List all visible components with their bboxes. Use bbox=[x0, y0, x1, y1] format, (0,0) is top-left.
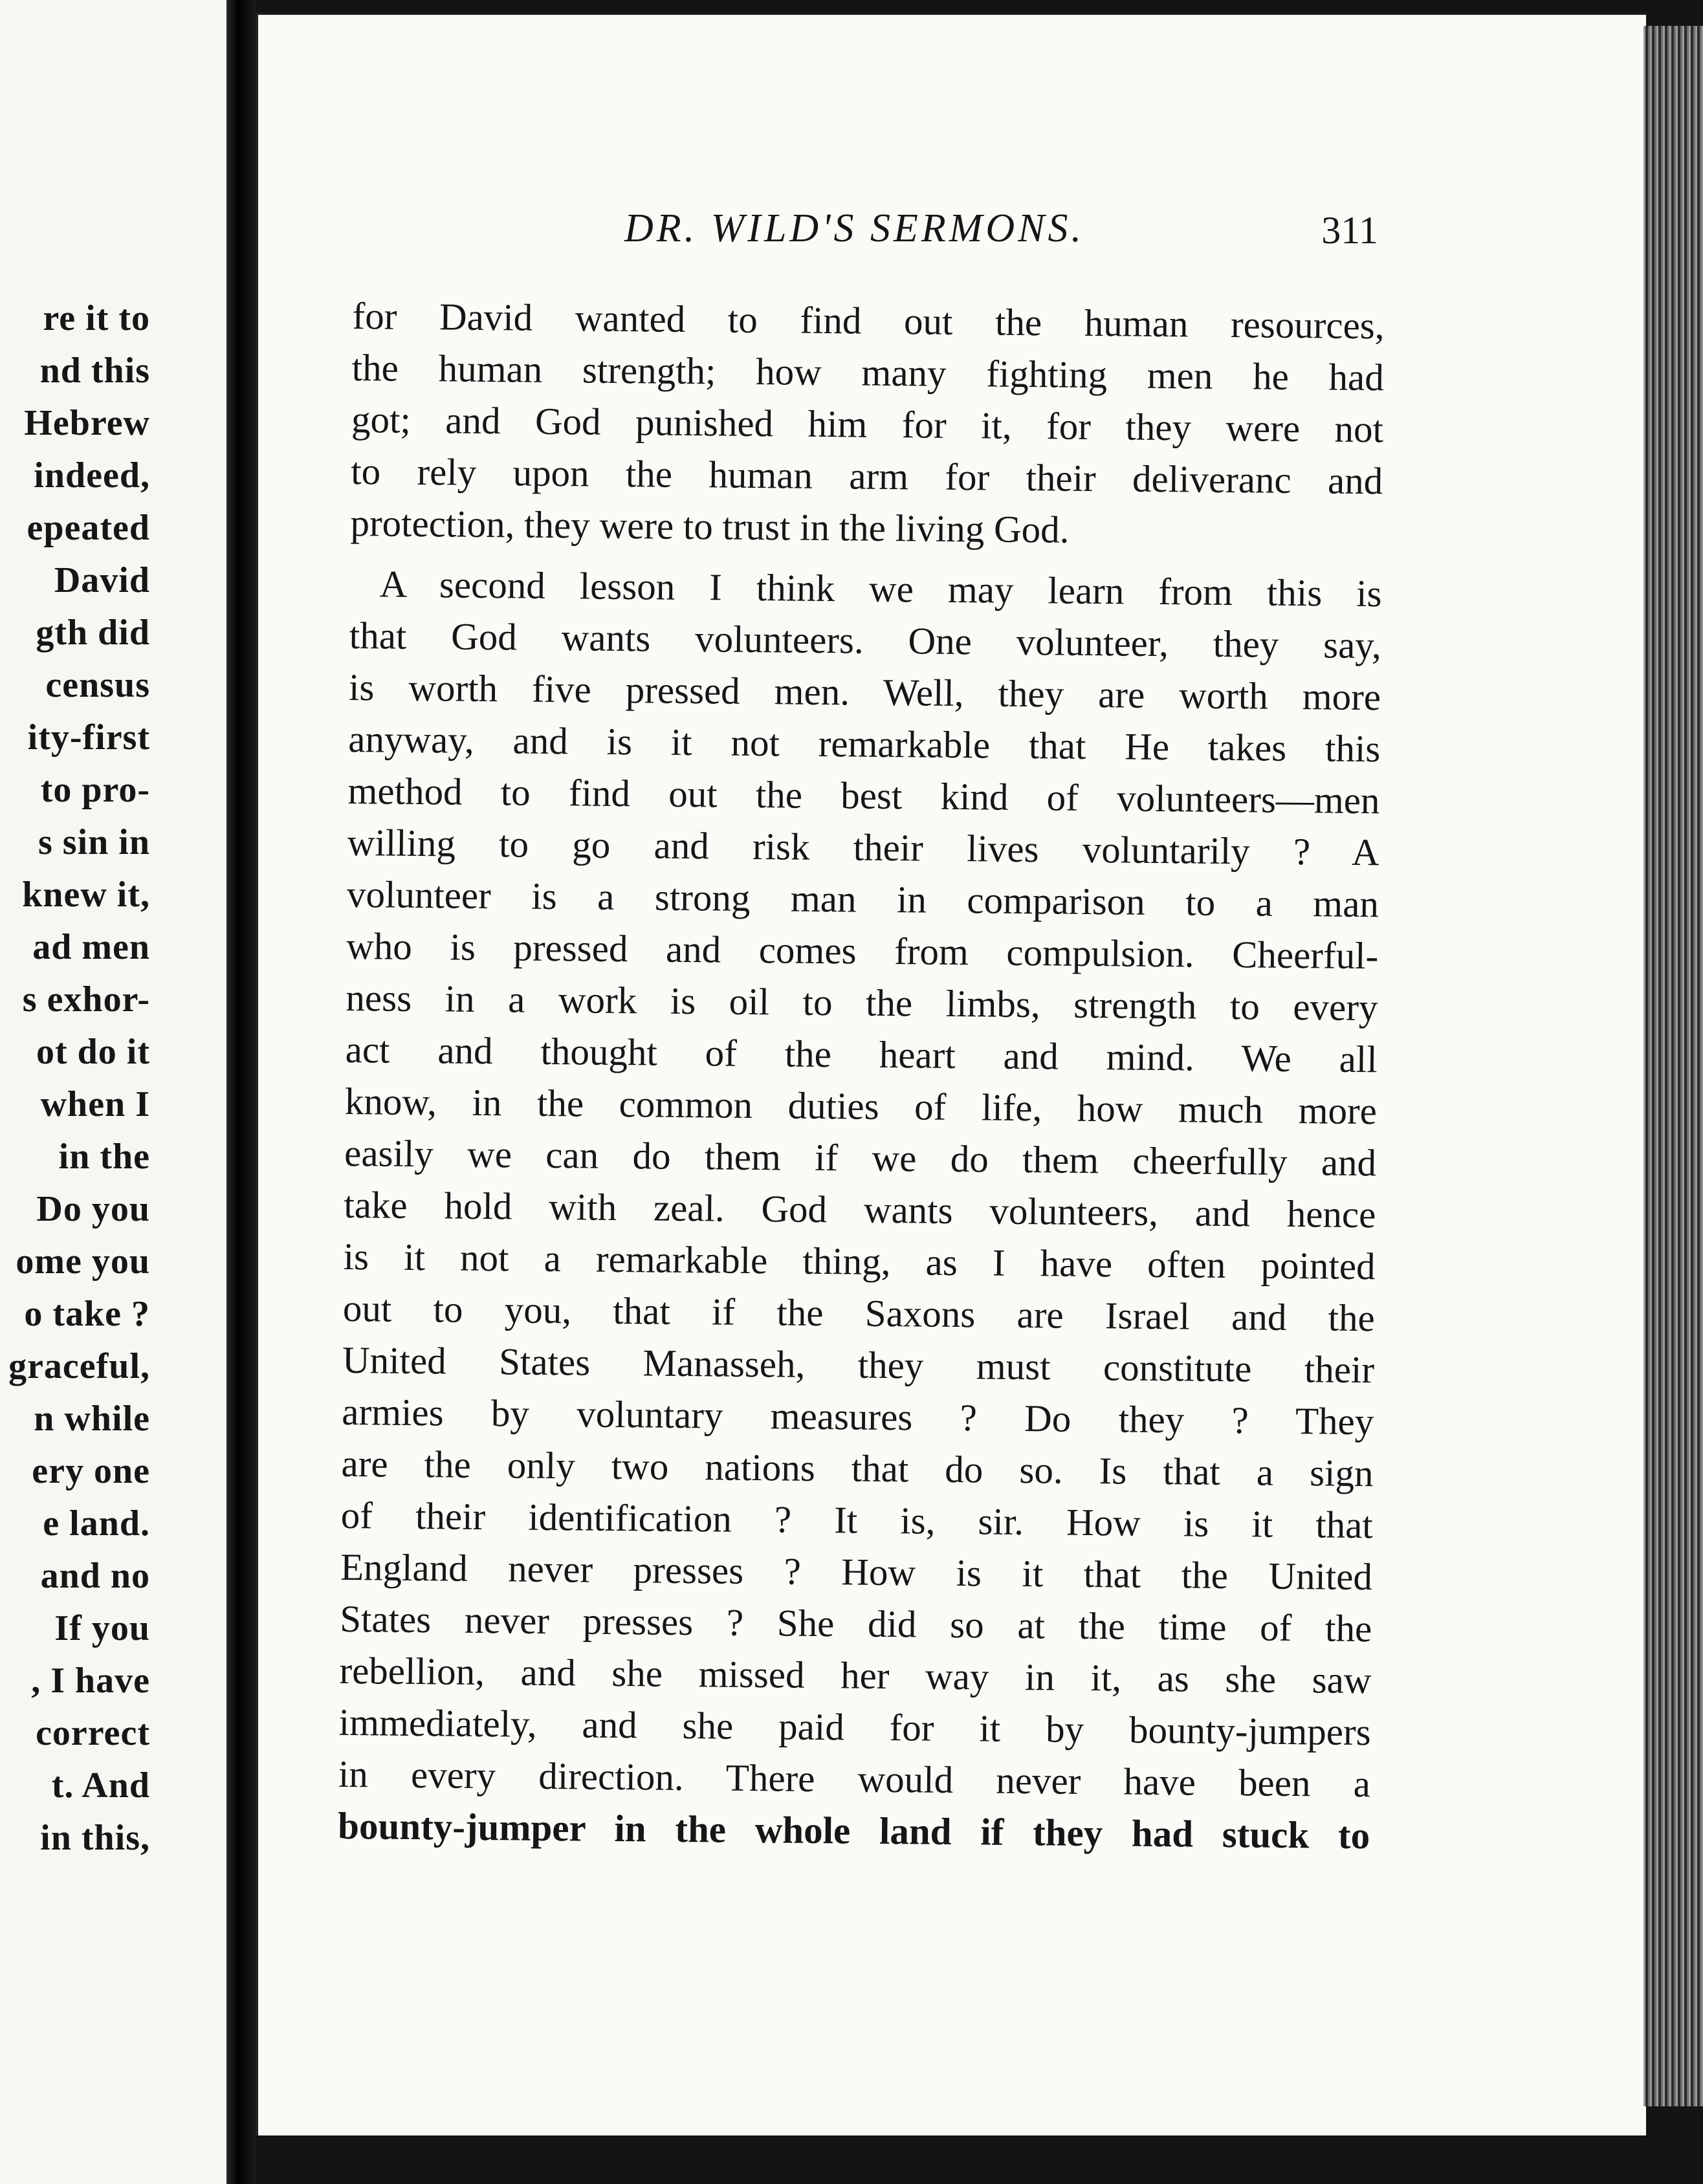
text-line: protection, they were to trust in the living God. bbox=[350, 501, 1070, 551]
text-fragment: ad men bbox=[32, 927, 150, 967]
text-fragment: epeated bbox=[27, 508, 150, 548]
running-head bbox=[372, 206, 1378, 264]
text-line: is worth five pressed men. Well, they are worth more bbox=[348, 665, 1381, 719]
text-line: is it not a remarkable thing, as I have often pointed bbox=[343, 1234, 1376, 1288]
text-line: bounty-jumper in the whole land if they had stuck to bbox=[337, 1804, 1370, 1857]
text-line: for David wanted to find out the human resources, bbox=[352, 294, 1385, 347]
text-fragment: , I have bbox=[31, 1661, 150, 1701]
text-fragment: n while bbox=[34, 1399, 150, 1439]
text-line: out to you, that if the Saxons are Israel and the bbox=[342, 1286, 1376, 1340]
text-fragment: when I bbox=[40, 1084, 150, 1124]
text-fragment: s sin in bbox=[38, 822, 150, 862]
text-fragment: ot do it bbox=[36, 1032, 150, 1072]
text-line: method to find out the best kind of volunteers—men bbox=[347, 769, 1380, 822]
page-edges bbox=[1643, 26, 1703, 2106]
text-line: ness in a work is oil to the limbs, strength to every bbox=[346, 976, 1378, 1029]
text-fragment: ery one bbox=[32, 1451, 150, 1491]
text-fragment: correct bbox=[36, 1713, 150, 1753]
text-line: to rely upon the human arm for their deliveranc and bbox=[350, 449, 1383, 503]
text-line: the human strength; how many fighting men he had bbox=[351, 345, 1385, 399]
text-line: are the only two nations that do so. Is that a sign bbox=[341, 1441, 1374, 1495]
text-line: willing to go and risk their lives voluntarily ? A bbox=[347, 820, 1380, 874]
text-fragment: gth did bbox=[36, 613, 150, 653]
text-fragment: indeed, bbox=[34, 455, 150, 496]
text-line: of their identification ? It is, sir. How is it that bbox=[340, 1493, 1374, 1547]
previous-page-text bbox=[8, 292, 150, 1864]
text-line: England never presses ? How is it that the United bbox=[340, 1545, 1373, 1599]
text-fragment: o take ? bbox=[24, 1294, 150, 1334]
text-line: States never presses ? She did so at the time of the bbox=[339, 1597, 1372, 1650]
text-line: A second lesson I think we may learn from this is bbox=[379, 562, 1382, 615]
text-line: who is pressed and comes from compulsion. Cheerful- bbox=[346, 924, 1379, 977]
running-title: DR. WILD'S SERMONS. bbox=[624, 206, 1084, 250]
text-fragment: and no bbox=[40, 1556, 150, 1596]
book-gutter bbox=[226, 0, 256, 2184]
text-line: immediately, and she paid for it by bounty-jumpers bbox=[338, 1700, 1371, 1754]
text-fragment: Do you bbox=[36, 1189, 150, 1229]
previous-page bbox=[0, 0, 226, 2184]
text-fragment: e land. bbox=[43, 1503, 150, 1544]
text-fragment: Hebrew bbox=[24, 403, 150, 443]
text-line: act and thought of the heart and mind. We all bbox=[345, 1027, 1378, 1081]
text-fragment: t. And bbox=[51, 1765, 150, 1806]
text-fragment: nd this bbox=[39, 351, 150, 391]
text-line: volunteer is a strong man in comparison to a man bbox=[346, 872, 1379, 926]
text-fragment: in the bbox=[58, 1137, 150, 1177]
text-fragment: If you bbox=[54, 1608, 150, 1648]
text-fragment: census bbox=[45, 665, 150, 705]
text-line: that God wants volunteers. One volunteer, they say, bbox=[349, 613, 1382, 667]
text-fragment: ity-first bbox=[27, 717, 150, 758]
page-number: 311 bbox=[1321, 209, 1378, 252]
body-text bbox=[338, 290, 1385, 1861]
text-line: got; and God punished him for it, for they were not bbox=[351, 397, 1384, 451]
text-fragment: ome you bbox=[16, 1241, 150, 1282]
text-line: take hold with zeal. God wants volunteers, and hence bbox=[344, 1183, 1376, 1236]
text-line: easily we can do them if we do them cheerfully and bbox=[344, 1131, 1377, 1185]
text-fragment: knew it, bbox=[22, 875, 150, 915]
text-line: rebellion, and she missed her way in it, as she saw bbox=[339, 1648, 1372, 1702]
text-fragment: in this, bbox=[40, 1818, 150, 1858]
text-fragment: re it to bbox=[43, 298, 150, 338]
text-line: anyway, and is it not remarkable that He takes this bbox=[348, 717, 1381, 770]
text-fragment: David bbox=[54, 560, 150, 600]
text-line: armies by voluntary measures ? Do they ? They bbox=[342, 1390, 1374, 1443]
text-line: know, in the common duties of life, how much more bbox=[344, 1079, 1378, 1133]
text-line: in every direction. There would never have been a bbox=[338, 1752, 1371, 1806]
text-fragment: graceful, bbox=[8, 1346, 150, 1386]
text-fragment: to pro- bbox=[40, 770, 150, 810]
text-fragment: s exhor- bbox=[22, 979, 150, 1020]
text-line: United States Manasseh, they must constitute their bbox=[342, 1338, 1375, 1392]
